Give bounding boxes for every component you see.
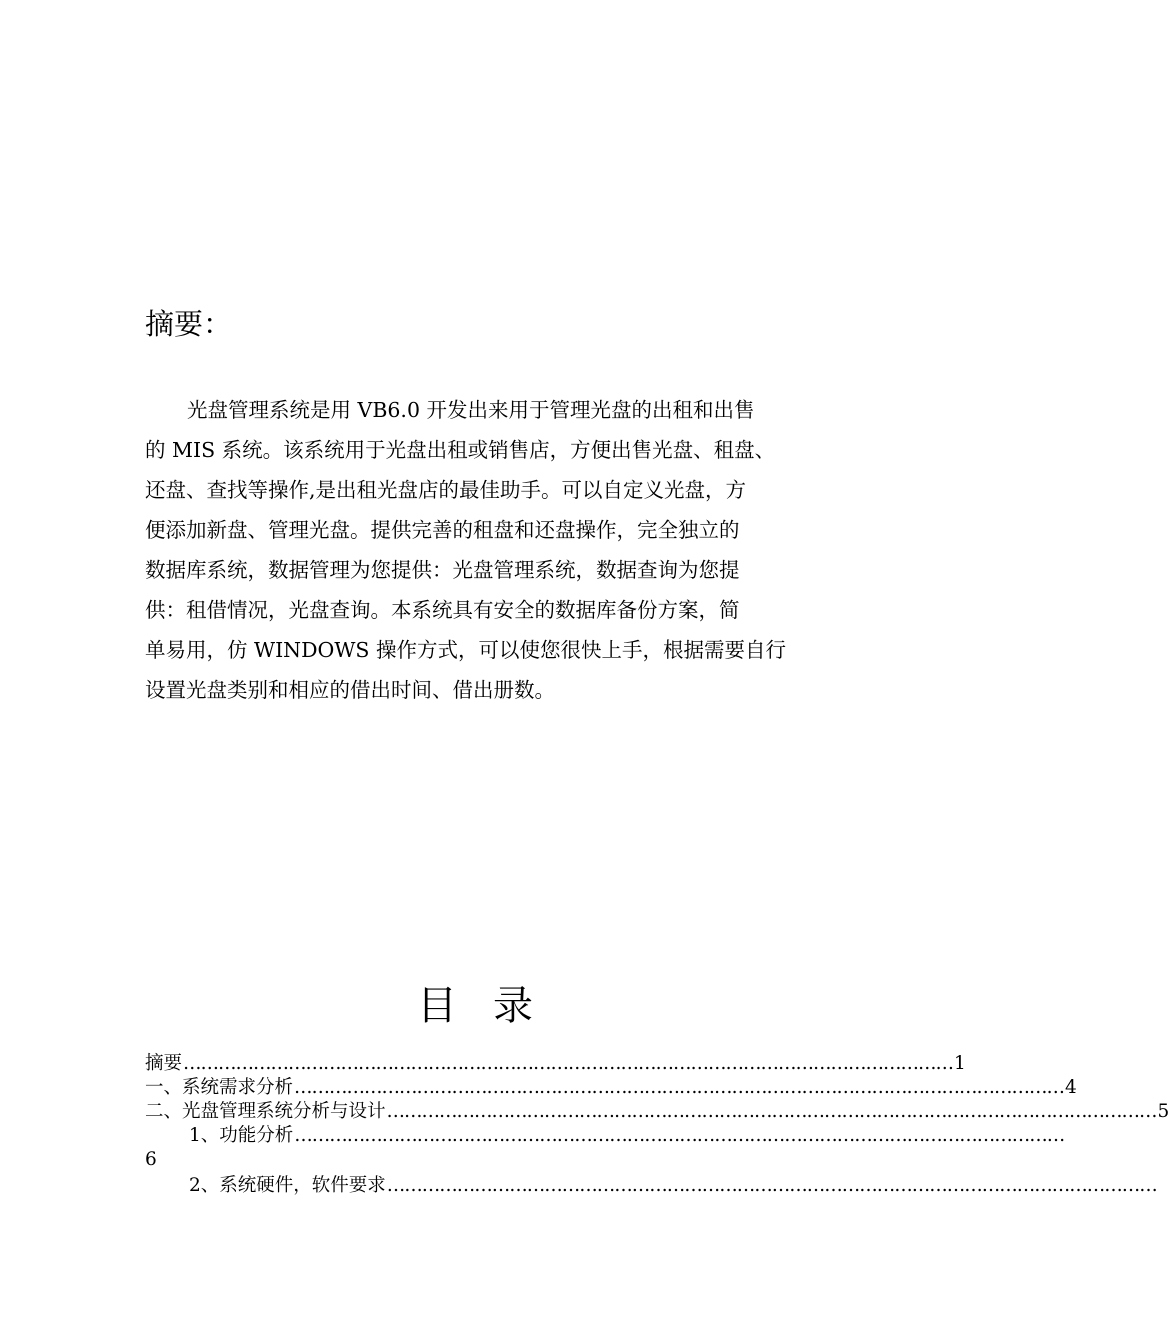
toc-dot-leader: …………………………………………………………………………………………………………………… xyxy=(294,1125,1065,1146)
toc-entry-abstract[interactable] xyxy=(145,1052,966,1076)
toc-entry-hardware-software[interactable] xyxy=(145,1174,1157,1198)
toc-dot-leader: …………………………………………………………………………………………………………………… xyxy=(386,1101,1157,1122)
toc-entry-label: 1、功能分析 xyxy=(189,1125,294,1146)
toc-entry-page: 5 xyxy=(1157,1101,1169,1122)
abstract-line: 便添加新盘、管理光盘。提供完善的租盘和还盘操作，完全独立的 xyxy=(145,518,740,542)
toc-entry-label: 一、系统需求分析 xyxy=(145,1077,294,1098)
toc-dot-leader: …………………………………………………………………………………………………………………… xyxy=(183,1053,954,1074)
toc-entry-label: 二、光盘管理系统分析与设计 xyxy=(145,1101,386,1122)
abstract-line: 的 MIS 系统。该系统用于光盘出租或销售店，方便出售光盘、租盘、 xyxy=(145,438,776,462)
toc-dot-leader: …………………………………………………………………………………………………………………… xyxy=(294,1077,1065,1098)
toc-entry-page: 6 xyxy=(145,1149,157,1170)
abstract-line: 单易用，仿 WINDOWS 操作方式，可以使您很快上手，根据需要自行 xyxy=(145,638,786,662)
table-of-contents xyxy=(145,1052,1169,1198)
toc-entry-requirements[interactable] xyxy=(145,1076,1077,1100)
abstract-line: 光盘管理系统是用 VB6.0 开发出来用于管理光盘的出租和出售 xyxy=(187,398,755,422)
abstract-line: 供：租借情况，光盘查询。本系统具有安全的数据库备份方案，简 xyxy=(145,598,740,622)
toc-entry-label: 摘要 xyxy=(145,1053,183,1074)
toc-entry-page: 1 xyxy=(954,1053,966,1074)
abstract-line: 数据库系统，数据管理为您提供：光盘管理系统，数据查询为您提 xyxy=(145,558,740,582)
toc-entry-function-analysis[interactable] xyxy=(145,1124,1065,1148)
abstract-line: 还盘、查找等操作,是出租光盘店的最佳助手。可以自定义光盘，方 xyxy=(145,478,747,502)
toc-title: 目录 xyxy=(417,983,569,1029)
abstract-line: 设置光盘类别和相应的借出时间、借出册数。 xyxy=(145,678,555,702)
abstract-heading: 摘要： xyxy=(145,307,233,341)
toc-entry-label: 2、系统硬件，软件要求 xyxy=(189,1175,386,1196)
toc-entry-page: 4 xyxy=(1065,1077,1077,1098)
toc-dot-leader: …………………………………………………………………………………………………………………… xyxy=(386,1175,1157,1196)
toc-entry-design[interactable] xyxy=(145,1100,1169,1124)
abstract-body xyxy=(145,390,825,710)
